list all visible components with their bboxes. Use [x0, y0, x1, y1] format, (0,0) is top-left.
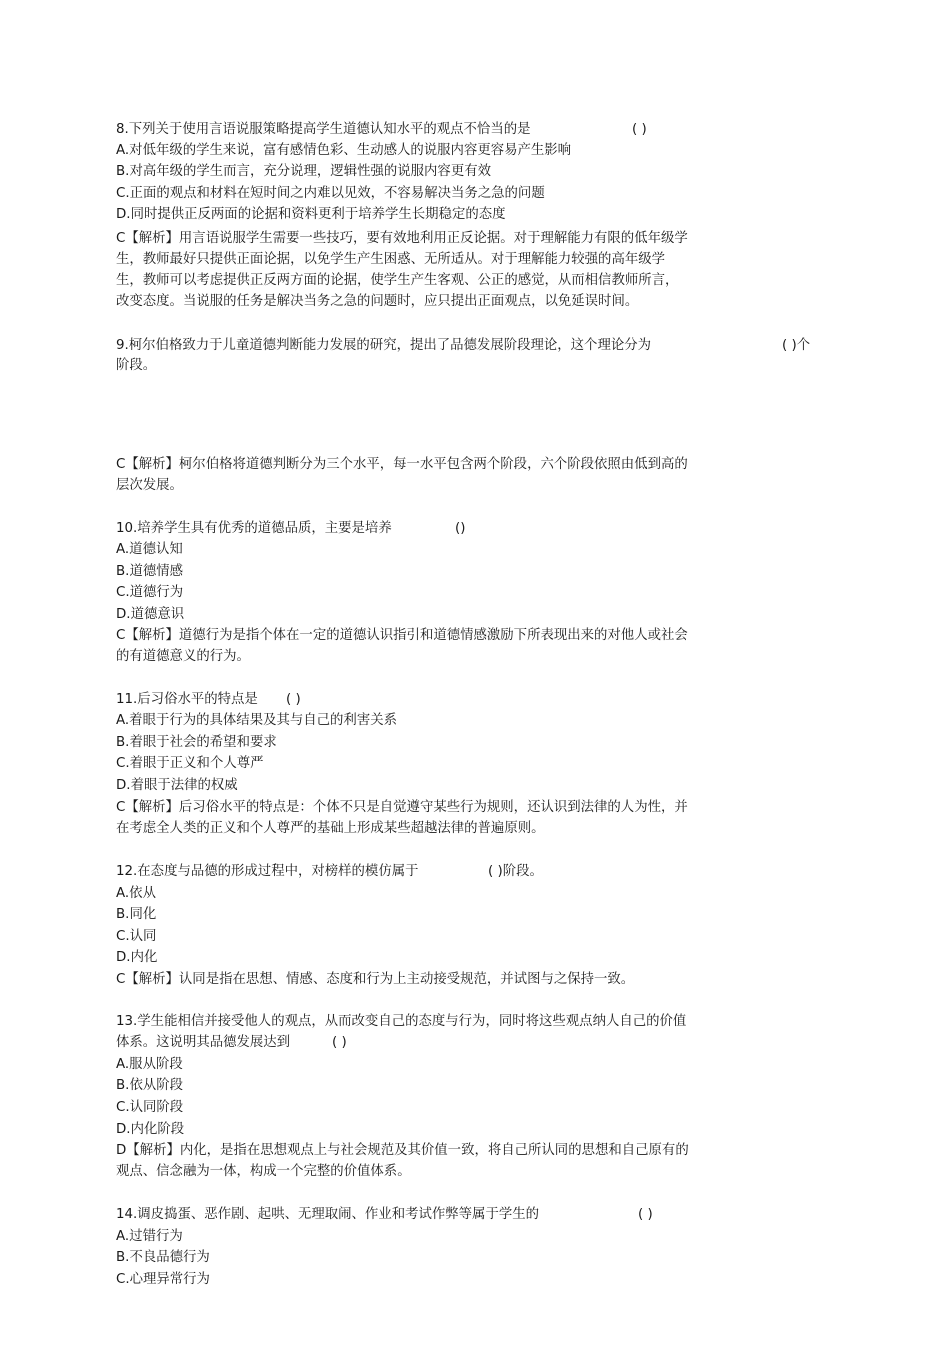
question-8-analysis-line-3: 生，教师可以考虑提供正反两方面的论据，使学生产生客观、公正的感觉，从而相信教师所言， [116, 273, 679, 288]
question-11-option-a: A.着眼于行为的具体结果及其与自己的利害关系 [116, 713, 397, 728]
question-14-option-b: B.不良品德行为 [116, 1250, 210, 1265]
question-8-analysis-line-4: 改变态度。当说服的任务是解决当务之急的问题时，应只提出正面观点，以免延误时间。 [116, 294, 639, 309]
question-13-option-c: C.认同阶段 [116, 1100, 184, 1115]
question-8-analysis-line-2: 生，教师最好只提供正面论据，以免学生产生困惑、无所适从。对于理解能力较强的高年级学 [116, 252, 666, 267]
question-13-answer-blank: ( ) [332, 1035, 347, 1050]
question-8-option-d: D.同时提供正反两面的论据和资料更利于培养学生长期稳定的态度 [116, 207, 506, 222]
question-10-stem: 10.培养学生具有优秀的道德品质，主要是培养 [116, 521, 392, 536]
question-8-stem: 8.下列关于使用言语说服策略提高学生道德认知水平的观点不恰当的是 [116, 122, 531, 137]
question-11-answer-blank: ( ) [286, 692, 301, 707]
question-13-analysis-line-2: 观点、信念融为一体，构成一个完整的价值体系。 [116, 1164, 411, 1179]
question-13-analysis-line-1: D【解析】内化，是指在思想观点上与社会规范及其价值一致，将自己所认同的思想和自己原有的 [116, 1143, 689, 1158]
question-14-option-a: A.过错行为 [116, 1229, 183, 1244]
question-14-answer-blank: ( ) [638, 1207, 653, 1222]
question-11-option-d: D.着眼于法律的权威 [116, 778, 238, 793]
question-10-answer-blank: () [455, 521, 466, 536]
question-13-option-b: B.依从阶段 [116, 1078, 184, 1093]
question-11-option-b: B.着眼于社会的希望和要求 [116, 735, 277, 750]
question-12-option-a: A.依从 [116, 886, 156, 901]
question-12-option-d: D.内化 [116, 950, 158, 965]
question-10-option-b: B.道德情感 [116, 564, 184, 579]
question-14-option-c: C.心理异常行为 [116, 1272, 210, 1287]
question-9-answer-blank: ( )个 [782, 338, 811, 353]
question-8-option-c: C.正面的观点和材料在短时间之内难以见效，不容易解决当务之急的问题 [116, 186, 545, 201]
question-12-stem: 12.在态度与品德的形成过程中，对榜样的模仿属于 [116, 864, 419, 879]
question-12-option-c: C.认同 [116, 929, 157, 944]
question-9-stem-continued: 阶段。 [116, 358, 157, 373]
question-8-analysis-line-1: C【解析】用言语说服学生需要一些技巧，要有效地利用正反论据。对于理解能力有限的低年级学 [116, 231, 688, 246]
question-12-option-b: B.同化 [116, 907, 157, 922]
question-9-analysis-line-2: 层次发展。 [116, 478, 183, 493]
question-8-option-b: B.对高年级的学生而言，充分说理，逻辑性强的说服内容更有效 [116, 164, 491, 179]
question-11-analysis-line-2: 在考虑全人类的正义和个人尊严的基础上形成某些超越法律的普遍原则。 [116, 821, 545, 836]
question-8-option-a: A.对低年级的学生来说，富有感情色彩、生动感人的说服内容更容易产生影响 [116, 143, 572, 158]
question-13-option-a: A.服从阶段 [116, 1057, 183, 1072]
question-9-analysis-line-1: C【解析】柯尔伯格将道德判断分为三个水平，每一水平包含两个阶段，六个阶段依照由低到高的 [116, 457, 688, 472]
question-11-stem: 11.后习俗水平的特点是 [116, 692, 258, 707]
question-12-analysis-line-1: C【解析】认同是指在思想、情感、态度和行为上主动接受规范，并试图与之保持一致。 [116, 972, 635, 987]
question-13-option-d: D.内化阶段 [116, 1122, 185, 1137]
question-13-stem: 13.学生能相信并接受他人的观点，从而改变自己的态度与行为，同时将这些观点纳人自己的价值 [116, 1014, 687, 1029]
question-13-stem-continued: 体系。这说明其品德发展达到 [116, 1035, 291, 1050]
question-10-option-a: A.道德认知 [116, 542, 183, 557]
question-9-stem: 9.柯尔伯格致力于儿童道德判断能力发展的研究，提出了品德发展阶段理论，这个理论分为 [116, 338, 652, 353]
question-11-analysis-line-1: C【解析】后习俗水平的特点是：个体不只是自觉遵守某些行为规则，还认识到法律的人为性，并 [116, 800, 688, 815]
question-8-answer-blank: ( ) [632, 122, 647, 137]
question-14-stem: 14.调皮捣蛋、恶作剧、起哄、无理取闹、作业和考试作弊等属于学生的 [116, 1207, 540, 1222]
question-10-option-d: D.道德意识 [116, 607, 185, 622]
question-10-analysis-line-2: 的有道德意义的行为。 [116, 649, 250, 664]
question-10-analysis-line-1: C【解析】道德行为是指个体在一定的道德认识指引和道德情感激励下所表现出来的对他人或社会 [116, 628, 688, 643]
question-10-option-c: C.道德行为 [116, 585, 184, 600]
question-12-answer-blank: ( )阶段。 [488, 864, 543, 879]
question-11-option-c: C.着眼于正义和个人尊严 [116, 756, 264, 771]
